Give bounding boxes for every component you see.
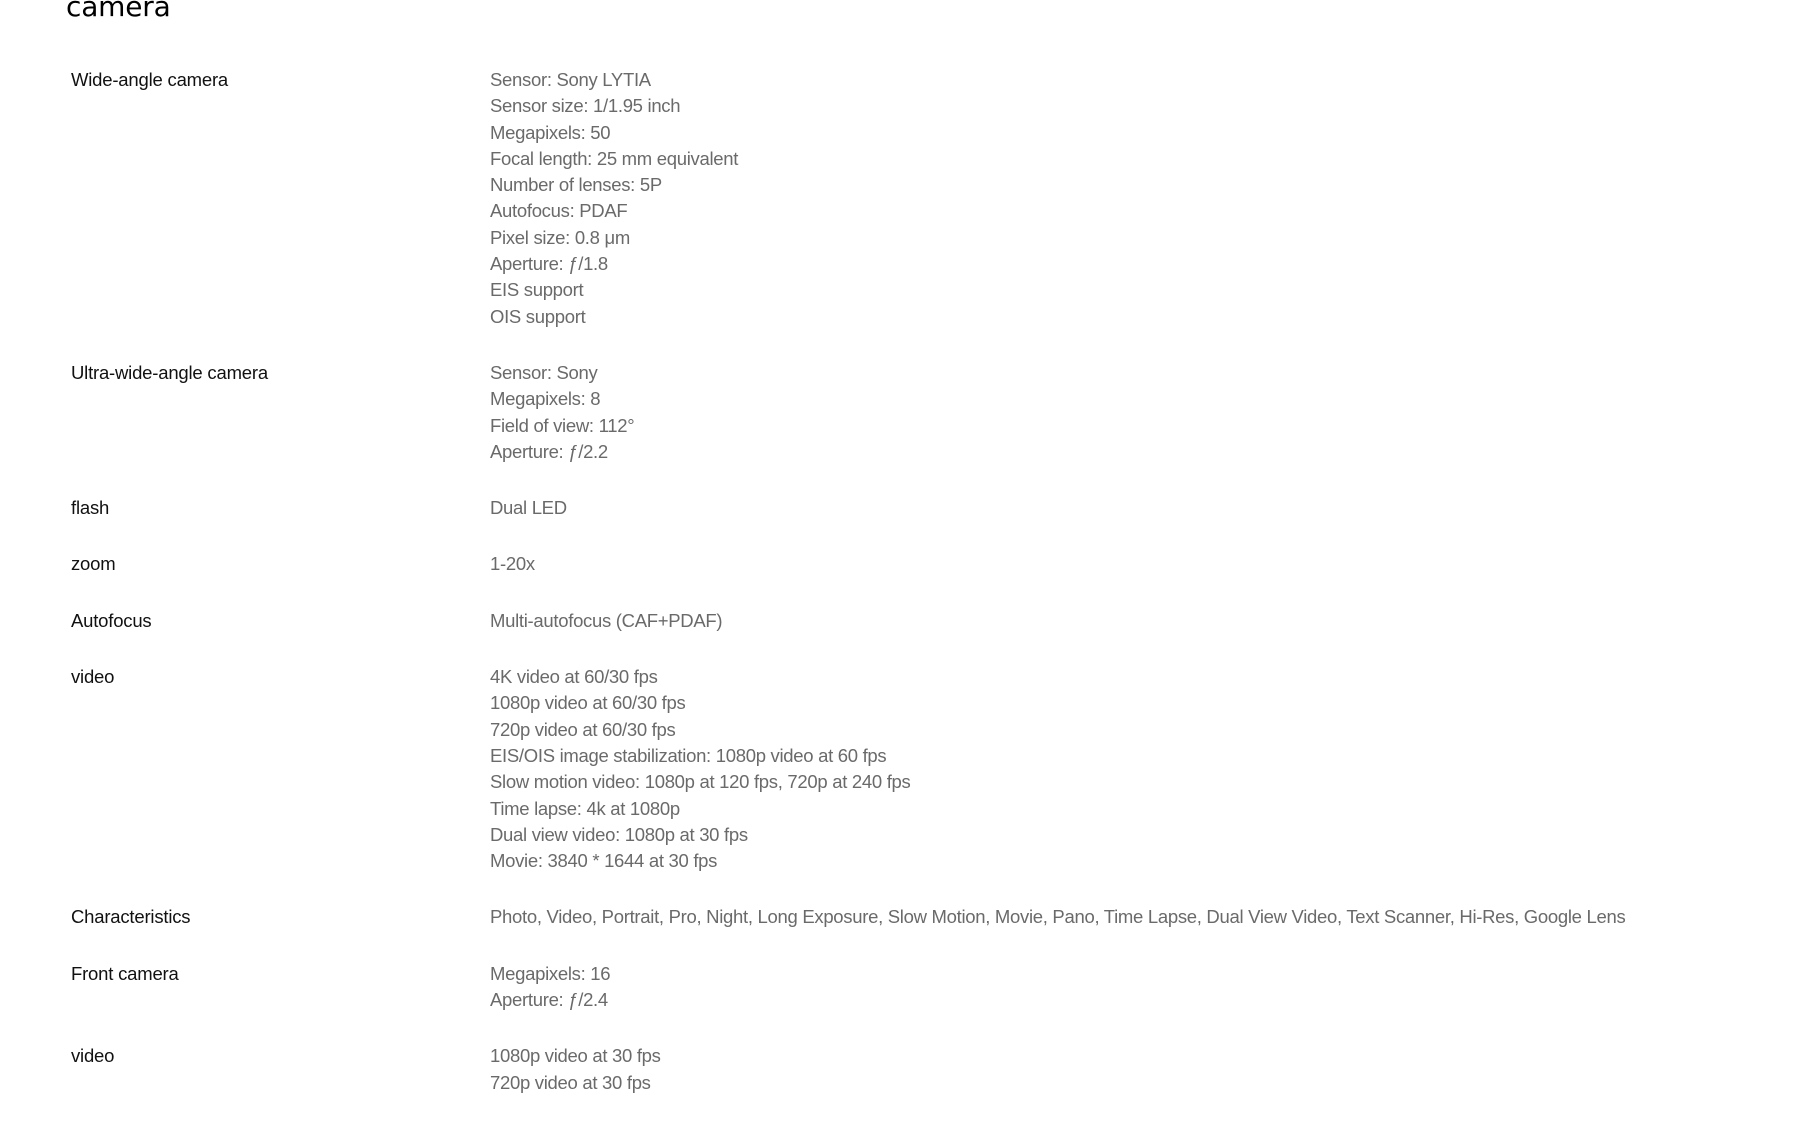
- spec-value: 720p video at 30 fps: [490, 1071, 651, 1093]
- spec-row-front-video: [71, 1043, 1771, 1096]
- spec-label: Autofocus: [71, 609, 152, 631]
- spec-row-characteristics: [71, 904, 1771, 930]
- spec-value: Slow motion video: 1080p at 120 fps, 720p at 240 fps: [490, 771, 911, 793]
- spec-value: Sensor: Sony: [490, 361, 598, 383]
- spec-label: Ultra-wide-angle camera: [71, 361, 268, 383]
- spec-value: Dual view video: 1080p at 30 fps: [490, 823, 748, 845]
- spec-label: flash: [71, 497, 110, 519]
- spec-values: [490, 1043, 1771, 1096]
- spec-label: Characteristics: [71, 906, 191, 928]
- spec-label: Front camera: [71, 962, 179, 984]
- spec-row-autofocus: [71, 608, 1771, 634]
- spec-values: [490, 495, 1771, 521]
- spec-value: Sensor size: 1/1.95 inch: [490, 95, 681, 117]
- spec-values: [490, 67, 1771, 330]
- spec-value: 1080p video at 60/30 fps: [490, 692, 686, 714]
- spec-value: 720p video at 60/30 fps: [490, 718, 676, 740]
- spec-row-front-camera: [71, 961, 1771, 1014]
- spec-value: 1080p video at 30 fps: [490, 1045, 661, 1067]
- spec-value: EIS/OIS image stabilization: 1080p video at 60 fps: [490, 744, 887, 766]
- spec-value: Photo, Video, Portrait, Pro, Night, Long Exposure, Slow Motion, Movie, Pano, Time Lapse, Dual View Video, Text Scanner, Hi-Res, Google Lens: [490, 906, 1626, 928]
- spec-value: Dual LED: [490, 497, 567, 519]
- spec-value: Multi-autofocus (CAF+PDAF): [490, 609, 723, 631]
- spec-row-flash: [71, 495, 1771, 521]
- spec-label: zoom: [71, 553, 116, 575]
- spec-row-video: [71, 664, 1771, 874]
- spec-row-wide-angle-camera: [71, 67, 1771, 330]
- spec-values: [490, 664, 1771, 874]
- spec-label: Wide-angle camera: [71, 69, 229, 90]
- spec-row-ultra-wide-angle-camera: [71, 360, 1771, 465]
- spec-value: Focal length: 25 mm equivalent: [490, 147, 739, 169]
- spec-value: Aperture: ƒ/2.2: [490, 440, 608, 462]
- spec-value: 4K video at 60/30 fps: [490, 666, 658, 688]
- spec-value: EIS support: [490, 279, 584, 301]
- spec-value: 1-20x: [490, 553, 535, 575]
- spec-value: Aperture: ƒ/2.4: [490, 989, 608, 1011]
- spec-values: [490, 608, 1771, 634]
- spec-label: video: [71, 1045, 115, 1067]
- spec-value: Aperture: ƒ/1.8: [490, 253, 608, 275]
- spec-value: Megapixels: 16: [490, 962, 611, 984]
- spec-value: Number of lenses: 5P: [490, 174, 662, 196]
- section-title: camera: [66, 0, 171, 23]
- spec-value: Movie: 3840 * 1644 at 30 fps: [490, 850, 718, 872]
- spec-value: Time lapse: 4k at 1080p: [490, 797, 680, 819]
- spec-value: OIS support: [490, 305, 586, 327]
- camera-spec-table: [71, 67, 1771, 1126]
- spec-value: Megapixels: 50: [490, 121, 611, 143]
- spec-value: Autofocus: PDAF: [490, 200, 628, 222]
- spec-values: [490, 551, 1771, 577]
- spec-label: video: [71, 666, 115, 688]
- spec-values: [490, 360, 1771, 465]
- spec-value: Megapixels: 8: [490, 388, 601, 410]
- spec-row-zoom: [71, 551, 1771, 577]
- spec-value: Sensor: Sony LYTIA: [490, 69, 651, 90]
- spec-value: Field of view: 112°: [490, 414, 635, 436]
- spec-values: [490, 961, 1771, 1014]
- spec-value: Pixel size: 0.8 μm: [490, 226, 630, 248]
- spec-values: [490, 904, 1771, 930]
